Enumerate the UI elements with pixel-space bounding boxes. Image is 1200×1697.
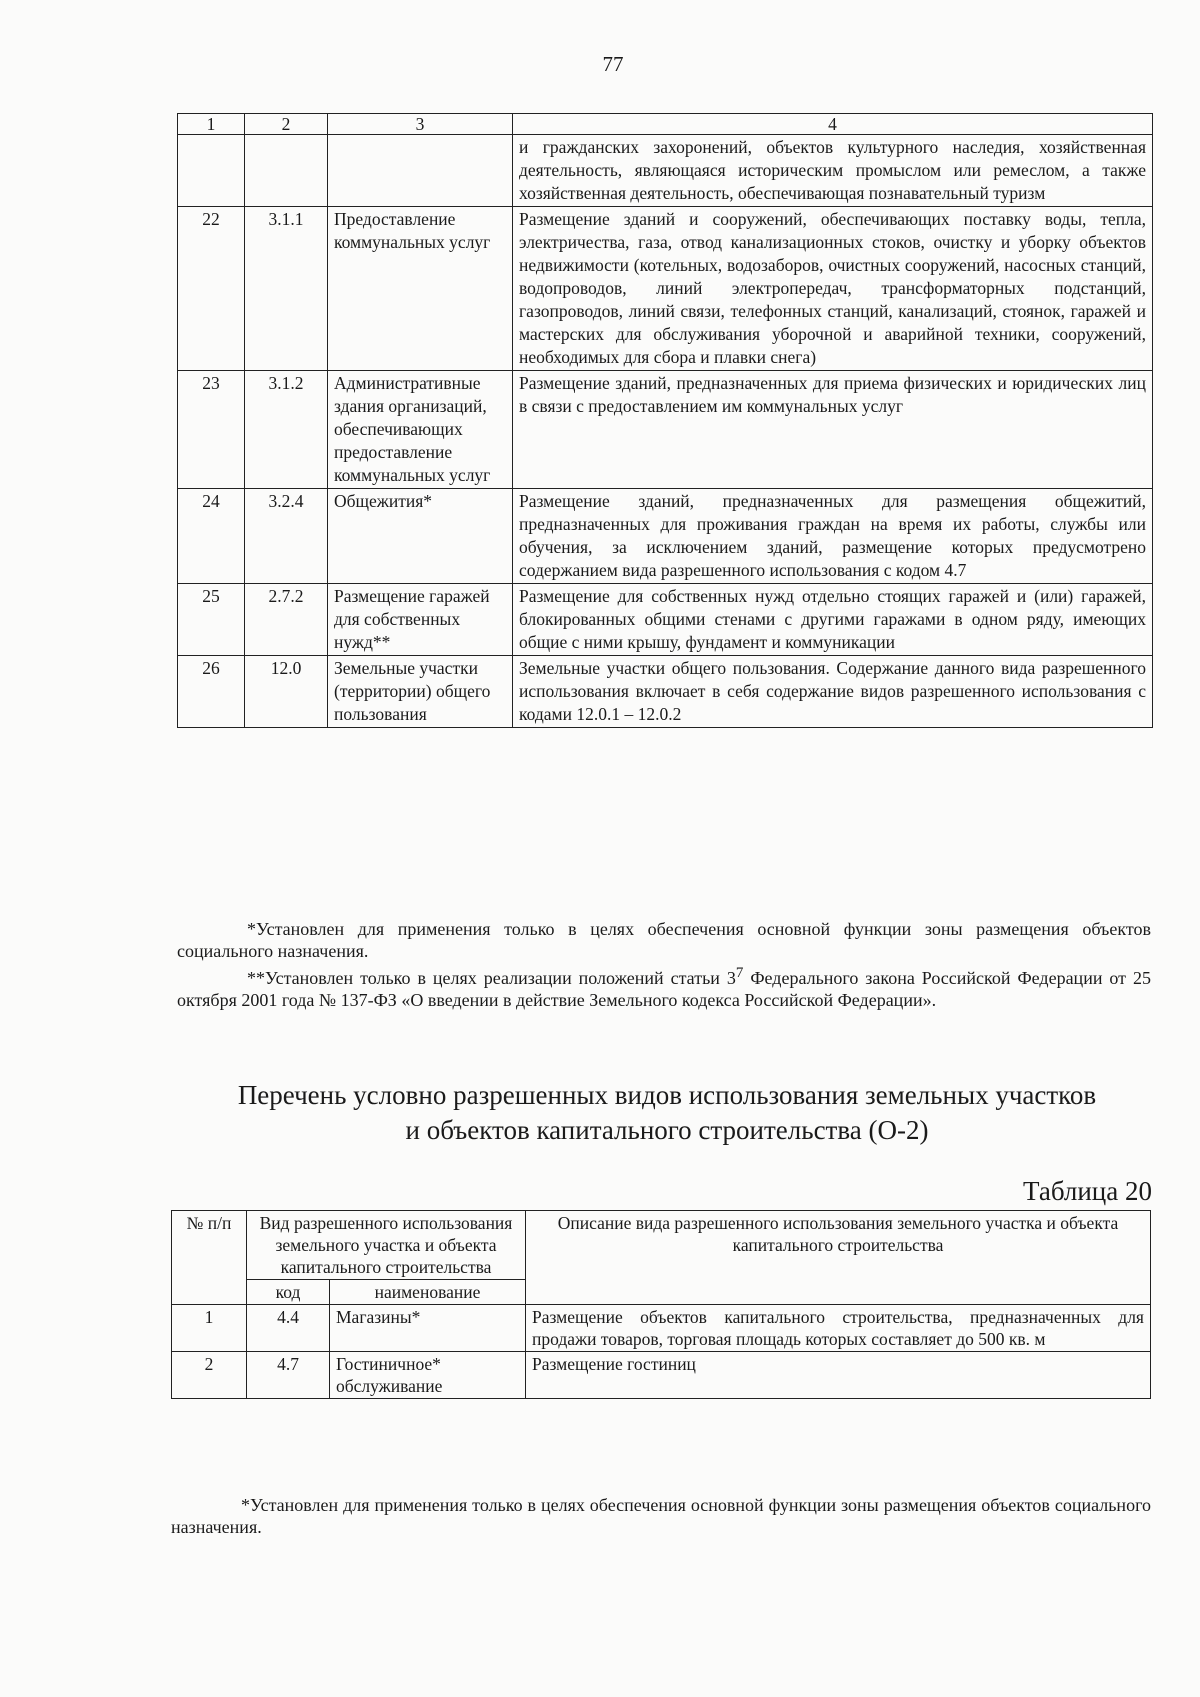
table-header-row bbox=[172, 1211, 1151, 1280]
table-header-row bbox=[178, 114, 1153, 135]
row-code: 2.7.2 bbox=[245, 584, 328, 656]
header-description: Описание вида разрешенного использования земельного участка и объекта капитального строительства bbox=[526, 1211, 1151, 1305]
footnotes-table2 bbox=[171, 1494, 1151, 1538]
footnote-text: **Установлен только в целях реализации положений статьи 3 bbox=[247, 968, 736, 988]
row-name: Размещение гаражей для собственных нужд** bbox=[328, 584, 513, 656]
row-name: Общежития* bbox=[328, 489, 513, 584]
table-label: Таблица 20 bbox=[1023, 1176, 1152, 1206]
table-row bbox=[178, 656, 1153, 728]
row-description: Размещение гостиниц bbox=[526, 1352, 1151, 1399]
row-number: 25 bbox=[178, 584, 245, 656]
row-number: 22 bbox=[178, 207, 245, 371]
table-row bbox=[178, 207, 1153, 371]
footnote-text: Федерального закона Российской Федерации от 25 октября 2001 года № 137-ФЗ «О введении в действие Земельного кодекса Российской Федерации». bbox=[177, 968, 1151, 1010]
footnote bbox=[177, 962, 1151, 1011]
section-heading bbox=[177, 1078, 1157, 1148]
row-description: Размещение зданий, предназначенных для размещения общежитий, предназначенных для проживания граждан на время их работы, службы или обучения, за исключением зданий, размещение которых предусмотрено содержанием вида разрешенного использования с кодом 4.7 bbox=[513, 489, 1153, 584]
row-name: Гостиничное* обслуживание bbox=[330, 1352, 526, 1399]
row-name: Предоставление коммунальных услуг bbox=[328, 207, 513, 371]
row-name: Административные здания организаций, обеспечивающих предоставление коммунальных услуг bbox=[328, 371, 513, 489]
row-description: Размещение объектов капитального строительства, предназначенных для продажи товаров, торговая площадь которых составляет до 500 кв. м bbox=[526, 1305, 1151, 1352]
row-number: 26 bbox=[178, 656, 245, 728]
row-description: Размещение зданий и сооружений, обеспечивающих поставку воды, тепла, электричества, газа, отвод канализационных стоков, очистку и уборку объектов недвижимости (котельных, водозаборов, очистных сооружений, насосных станций, водопроводов, линий электропередач, трансформаторных подстанций, газопроводов, линий связи, телефонных станций, канализаций, стоянок, гаражей и мастерских для обслуживания уборочной и аварийной техники, сооружений, необходимых для сбора и плавки снега) bbox=[513, 207, 1153, 371]
row-description: Размещение для собственных нужд отдельно стоящих гаражей и (или) гаражей, блокированных общими стенами с другими гаражами в одном ряду, имеющих общие с ними крышу, фундамент и коммуникации bbox=[513, 584, 1153, 656]
row-code: 3.1.2 bbox=[245, 371, 328, 489]
table-row bbox=[178, 584, 1153, 656]
row-code: 4.7 bbox=[247, 1352, 330, 1399]
heading-line: и объектов капитального строительства (О-2) bbox=[405, 1115, 929, 1145]
table-row bbox=[172, 1352, 1151, 1399]
row-name bbox=[328, 135, 513, 207]
permitted-uses-table bbox=[177, 113, 1153, 728]
column-number-4: 4 bbox=[513, 114, 1153, 135]
row-number: 2 bbox=[172, 1352, 247, 1399]
row-description: и гражданских захоронений, объектов культурного наследия, хозяйственная деятельность, являющаяся историческим промыслом или ремеслом, а также хозяйственная деятельность, обеспечивающая познавательный туризм bbox=[513, 135, 1153, 207]
row-code: 3.2.4 bbox=[245, 489, 328, 584]
column-number-2: 2 bbox=[245, 114, 328, 135]
table-row bbox=[178, 135, 1153, 207]
row-description: Размещение зданий, предназначенных для приема физических и юридических лиц в связи с предоставлением им коммунальных услуг bbox=[513, 371, 1153, 489]
row-description: Земельные участки общего пользования. Содержание данного вида разрешенного использования включает в себя содержание видов разрешенного использования с кодами 12.0.1 – 12.0.2 bbox=[513, 656, 1153, 728]
page-number: 77 bbox=[602, 52, 624, 76]
table-row bbox=[178, 489, 1153, 584]
row-number bbox=[178, 135, 245, 207]
table-row bbox=[178, 371, 1153, 489]
header-code: код bbox=[247, 1280, 330, 1305]
row-number: 24 bbox=[178, 489, 245, 584]
column-number-1: 1 bbox=[178, 114, 245, 135]
row-number: 1 bbox=[172, 1305, 247, 1352]
row-name: Магазины* bbox=[330, 1305, 526, 1352]
conditional-uses-table bbox=[171, 1210, 1151, 1399]
heading-line: Перечень условно разрешенных видов использования земельных участков bbox=[237, 1080, 1097, 1110]
table-row bbox=[172, 1305, 1151, 1352]
row-name: Земельные участки (территории) общего пользования bbox=[328, 656, 513, 728]
header-vid: Вид разрешенного использования земельного участка и объекта капитального строительства bbox=[247, 1211, 526, 1280]
footnote-superscript: 7 bbox=[735, 965, 744, 981]
footnote: *Установлен для применения только в целях обеспечения основной функции зоны размещения объектов социального назначения. bbox=[171, 1495, 1151, 1537]
row-code: 3.1.1 bbox=[245, 207, 328, 371]
footnotes-table1 bbox=[177, 918, 1151, 1011]
column-number-3: 3 bbox=[328, 114, 513, 135]
row-code: 4.4 bbox=[247, 1305, 330, 1352]
row-number: 23 bbox=[178, 371, 245, 489]
header-number: № п/п bbox=[172, 1211, 247, 1305]
footnote: *Установлен для применения только в целях обеспечения основной функции зоны размещения объектов социального назначения. bbox=[177, 919, 1151, 961]
header-name: наименование bbox=[330, 1280, 526, 1305]
row-code: 12.0 bbox=[245, 656, 328, 728]
row-code bbox=[245, 135, 328, 207]
